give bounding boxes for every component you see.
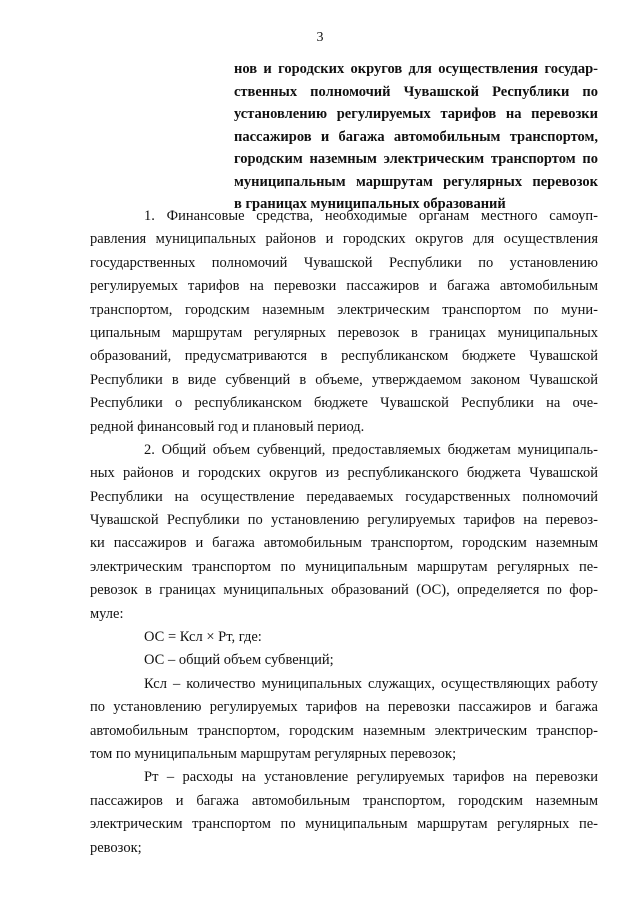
text-line: равления муниципальных районов и городских округов для осуществления — [90, 231, 598, 248]
text-line: ревозок в границах муниципальных образований (ОС), определяется по фор- — [90, 582, 598, 599]
text-line: Ксл – количество муниципальных служащих, осуществляющих работу — [144, 675, 598, 692]
text-line: муле: — [90, 605, 124, 622]
heading-line: городским наземным электрическим транспортом по — [234, 151, 598, 167]
text-line: том по муниципальным маршрутам регулярных перевозок; — [90, 745, 457, 762]
text-line: ревозок; — [90, 839, 142, 856]
text-line: Республики в виде субвенций в объеме, утверждаемом законом Чувашской — [90, 371, 598, 388]
text-line: государственных полномочий Чувашской Республики по установлению — [90, 254, 598, 271]
text-line: 2. Общий объем субвенций, предоставляемых бюджетам муниципаль- — [144, 441, 598, 458]
text-line: редной финансовый год и плановый период. — [90, 418, 365, 435]
definition-os: ОС – общий объем субвенций; — [144, 652, 334, 669]
text-line: Рт – расходы на установление регулируемых тарифов на перевозки — [144, 769, 598, 786]
text-line: Чувашской Республики по установлению регулируемых тарифов на перевоз- — [90, 512, 598, 529]
paragraph-1 — [90, 205, 598, 439]
text-line: по установлению регулируемых тарифов на перевозки пассажиров и багажа — [90, 699, 598, 716]
heading-line: муниципальным маршрутам регулярных перевозок — [234, 173, 598, 190]
text-line: автомобильным транспортом, городским наземным электрическим транспор- — [90, 722, 598, 739]
text-line: Республики на осуществление передаваемых государственных полномочий — [90, 488, 598, 505]
heading-line: ственных полномочий Чувашской Республики по — [234, 83, 598, 100]
text-line: ки пассажиров и багажа автомобильным транспортом, городским наземным — [90, 535, 598, 552]
heading-line: пассажиров и багажа автомобильным транспортом, — [234, 128, 598, 145]
definition-rt — [90, 766, 598, 860]
text-line: ных районов и городских округов из республиканского бюджета Чувашской — [90, 465, 598, 482]
page-number: 3 — [316, 30, 324, 45]
definition-ksl — [90, 673, 598, 767]
formula-line: ОС = Ксл × Рт, где: — [144, 629, 262, 646]
text-line: транспортом, городским наземным электрическим транспортом по муни- — [90, 301, 598, 318]
text-line: Республики о республиканском бюджете Чувашской Республики на оче- — [90, 395, 598, 412]
text-line: электрическим транспортом по муниципальным маршрутам регулярных пе- — [90, 558, 598, 575]
heading-line: нов и городских округов для осуществления государ- — [234, 61, 598, 77]
heading-line: в границах муниципальных образований — [234, 196, 506, 212]
paragraph-2 — [90, 439, 598, 626]
text-line: ципальным маршрутам регулярных перевозок в границах муниципальных — [90, 324, 598, 341]
text-line: регулируемых тарифов на перевозки пассажиров и багажа автомобильным — [90, 278, 598, 295]
text-line: 1. Финансовые средства, необходимые органам местного самоуп- — [144, 208, 598, 224]
text-line: электрическим транспортом по муниципальным маршрутам регулярных пе- — [90, 816, 598, 833]
heading-line: установлению регулируемых тарифов на перевозки — [234, 106, 598, 122]
document-heading — [234, 58, 598, 216]
text-line: образований, предусматриваются в республиканском бюджете Чувашской — [90, 348, 598, 365]
text-line: пассажиров и багажа автомобильным транспортом, городским наземным — [90, 792, 598, 809]
document-body — [90, 205, 598, 860]
